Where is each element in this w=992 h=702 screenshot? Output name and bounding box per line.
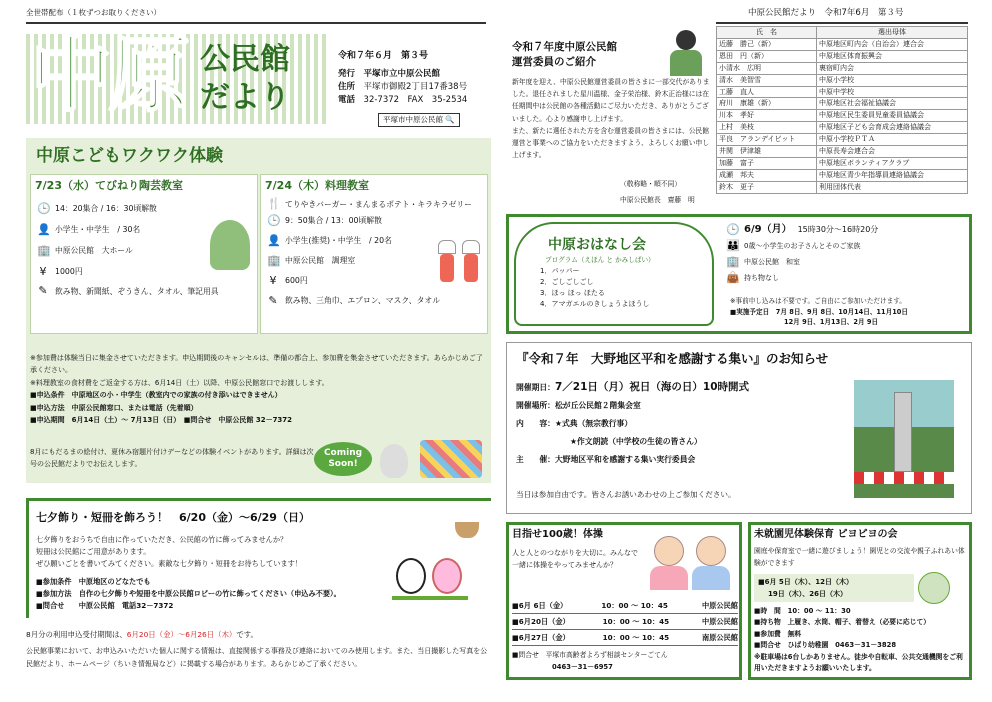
publisher-block: 発行 平塚市立中原公民館 住所 平塚市御殿2丁目17番38号 電話 32-7372 FAX 35-2534 bbox=[338, 69, 468, 105]
clock-icon: 🕒 bbox=[267, 214, 281, 227]
pottery-target: 小学生・中学生 / 30名 bbox=[55, 225, 141, 234]
cooking-title: 7/24（木）料理教室 bbox=[265, 179, 369, 192]
bag-icon: 👜 bbox=[726, 271, 740, 284]
members-table: 氏 名 選出母体 近藤 勝己（新） 中原地区町内会（自治会）連合会 恩田 円（新） 中原地区体育振興会 小清水 広明 裏宿町内会 清水 美智雪 中原小学校 工藤 直人 中原中学校 府川 康雄（新） 中原地区社会福祉協議会 川本 孝好 中原地区民生委員児童委員協議会 上村 美枝 中原地区子ども会育成会連絡協議会 平良 アランデイビット 中原小学校ＰＴＡ 井関 伊津雄 中原長寿会連合会 加藤 富子 中原地区ボランティアクラブ 成瀬 邦夫 中原地区青少年指導員連絡協議会 鈴木 更子 利用団体代表 bbox=[716, 26, 968, 194]
kids-title: 中原こどもワクワク体験 bbox=[36, 146, 223, 166]
piyo-dates: ■6月 5日（木）、12日（木） 19日（木）、26日（木） bbox=[754, 574, 914, 602]
pottery-items: 飲み物、新聞紙、ぞうきん、タオル、筆記用具 bbox=[55, 287, 219, 296]
yen-icon: ¥ bbox=[269, 274, 277, 287]
cooking-place: 中原公民館 調理室 bbox=[285, 256, 356, 265]
pencil-icon: ✎ bbox=[38, 284, 48, 297]
ohanashi-title: 中原おはなし会 bbox=[548, 237, 646, 253]
tanabata-title: 七夕飾り・短冊を飾ろう！ 6/20（金）～6/29（日） bbox=[36, 511, 310, 524]
chick-illustration bbox=[918, 572, 950, 604]
ohanashi-info: 🕒 6/9（月） 15時30分～16時20分 👪 0歳～小学生のお子さんとそのご家族 🏢 中原公民館 和室 👜 持ち物なし bbox=[726, 223, 879, 284]
peace-details: 開催期日：7／21日（月）祝日（海の日）10時開式 開催場所：松が丘公民館２階集会室 内 容：★式典（無宗教行事） ★作文朗読（中学校の生徒の皆さん） 主 催：大野地区平和を感謝する集い実行委員会 bbox=[516, 381, 750, 464]
building-icon: 🏢 bbox=[726, 255, 740, 268]
pencil-icon: ✎ bbox=[268, 294, 278, 307]
peace-footer: 当日は参加自由です。皆さんお誘いあわせの上ご参加ください。 bbox=[516, 490, 736, 499]
pottery-title: 7/23（水）てびねり陶芸教室 bbox=[35, 179, 183, 192]
privacy-notice: 公民館事業において、お申込みいただいた個人に関する情報は、直接関係する事務及び連絡においてのみ使用します。また、当日撮影した写真を公民館だより、ホームページ（ちいき情報局など）に掲載する場合があります。あらかじめご了承ください。 bbox=[26, 647, 488, 668]
masthead-sub1: 公民館 bbox=[200, 42, 290, 77]
exercise-schedule: ■6月 6日（金） 10：00 ～ 10：45 中原公民館 ■6月20日（金） 10：00 ～ 10：45 中原公民館 ■6月27日（金） 10：00 ～ 10：45 南原公民館 bbox=[512, 598, 738, 646]
family-icon: 👪 bbox=[726, 239, 740, 252]
exercise-intro: 人と人とのつながりを大切に。みんなで一緒に体操をやってみませんか？ bbox=[512, 549, 638, 569]
pottery-fee: 1000円 bbox=[55, 267, 83, 276]
utensils-icon: 🍴 bbox=[267, 197, 281, 210]
pottery-place: 中原公民館 大ホール bbox=[55, 246, 133, 255]
person-icon: 👤 bbox=[267, 234, 281, 247]
building-icon: 🏢 bbox=[267, 254, 281, 267]
chef-illustration bbox=[438, 240, 482, 284]
person-icon: 👤 bbox=[37, 222, 51, 236]
cooking-time: 9：50集合 / 13：00頃解散 bbox=[285, 216, 382, 225]
kids-notes: ※参加費は体験当日に集金させていただきます。申込期間後のキャンセルは、準備の都合上、参加費を集金させていただきます。あらかじめご了承ください。 ※料理教室の食材費をご返金する方は、6月14日（土）以降、中原公民館窓口でお渡しします。 ■申込条件 中原地区の小・中学生（教室内での家族の付き添いはできません） ■申込方法 中原公民館窓口、または電話（先着順） ■申込期間 6月14日（土）～ 7月13日（日） ■問合せ 中原公民館 32－7372 bbox=[30, 354, 483, 425]
ohanashi-notes: ※事前申し込みは不要です。ご自由にご参加いただけます。 ■実施予定日 7月 8日、9月 8日、10月14日、11月10日 12月 9日、1月13日、2月 9日 bbox=[730, 297, 908, 326]
piyo-intro: 園庭や保育室で一緒に遊びましょう！園児との交流や親子ふれあい体験ができます bbox=[754, 547, 965, 567]
panda-illustration bbox=[392, 540, 472, 610]
yen-icon: ¥ bbox=[39, 264, 47, 278]
building-icon: 🏢 bbox=[37, 243, 51, 257]
pottery-time: 14：20集合 / 16：30頃解散 bbox=[55, 204, 157, 213]
director-illustration bbox=[666, 30, 708, 78]
ohanashi-program: 1．パッパー 2．ごしごしごし 3．ほっ ほっ ほたる 4．アマガエルのきしょうよほうし bbox=[540, 267, 650, 308]
cooking-target: 小学生(推奨)・中学生 / 20名 bbox=[285, 236, 392, 245]
cooking-menu: てりやきバーガー・まんまるポテト・キラキラゼリー bbox=[285, 200, 472, 209]
search-box[interactable]: 平塚市中原公民館 🔍 bbox=[378, 113, 460, 127]
daruma-illustration bbox=[380, 444, 408, 478]
masthead-title: 中原 bbox=[30, 28, 187, 123]
exercise-contact: ■問合せ 平塚市高齢者よろず相談センターごてん 0463－31－6957 bbox=[512, 651, 668, 671]
clock-icon: 🕒 bbox=[726, 223, 740, 236]
exercise-title: 目指せ100歳！体操 bbox=[512, 529, 603, 540]
bamboo-illustration bbox=[455, 508, 479, 538]
august-notice: 8月分の利用申込受付期間は、6月20日（金）～6月26日（木）です。 bbox=[26, 630, 258, 639]
piyo-details: ■時 間 10：00 ～ 11：30 ■持ち物 上履き、水筒、帽子、着替え（必要に応じて） ■参加費 無料 ■問合せ ひばり幼稚園 0463－31－3828 ※駐車場は6台しかありません。徒歩や自転車、公共交通機関をご利用いただきますようお願いいたします。 bbox=[754, 607, 963, 673]
clock-icon: 🕒 bbox=[37, 201, 51, 215]
monument-photo bbox=[854, 380, 954, 498]
committee-sign: 中原公民館長 齋藤 明 bbox=[620, 196, 695, 204]
notebook-illustration bbox=[420, 440, 482, 478]
distribution-note: 全世帯配布（１枚ずつお取りください） bbox=[26, 8, 161, 17]
cooking-fee: 600円 bbox=[285, 276, 308, 285]
tanabata-body: 七夕飾りをおうちで自由に作っていただき、公民館の竹に飾ってみませんか？ 短冊は公民館にご用意があります。 ぜひ願いごとを書いてみてください。素敵な七夕飾り・短冊をお待ちしています！ ■参加条件 中原地区のどなたでも ■参加方法 自作の七夕飾りや短冊を中原公民館ロビーの竹に飾ってください（申込み不要）。 ■問合せ 中原公民館 電話32－7372 bbox=[36, 535, 341, 610]
potter-illustration bbox=[210, 220, 250, 270]
right-header: 中原公民館だより 令和7年6月 第３号 bbox=[748, 8, 904, 18]
issue-date: 令和７年６月 第３号 bbox=[338, 51, 429, 61]
ohanashi-sub: プログラム（えほん と かみしばい） bbox=[545, 256, 655, 264]
search-icon: 🔍 bbox=[445, 115, 455, 124]
peace-title: 『令和７年 大野地区平和を感謝する集い』のお知らせ bbox=[516, 351, 829, 366]
committee-body: 新年度を迎え、中原公民館運営委員の皆さまに一部交代がありました。退任されました星川温様、金子栄治様、鈴木正治様には在任期間中は公民館の各種活動にご尽力いただき、ありがとうございました。心より感謝申し上げます。 また、新たに選任された方を含む運営委員の皆さまには、公民館運営と事業へのご協力をいただきますよう、よろしくお願い申し上げます。 bbox=[512, 78, 710, 160]
coming-soon-text: 8月にもだるまの絵付け、夏休み宿題片付けデーなどの体験イベントがあります。詳細は次号の公民館だよりでお伝えします。 bbox=[30, 448, 314, 468]
cooking-items: 飲み物、三角巾、エプロン、マスク、タオル bbox=[285, 296, 440, 305]
coming-soon-badge: Coming Soon! bbox=[314, 442, 372, 476]
committee-note: （敬称略・順不同） bbox=[620, 180, 682, 188]
masthead-sub2: だより bbox=[200, 80, 290, 115]
piyo-title: 未就園児体験保育 ピヨピヨの会 bbox=[754, 529, 898, 540]
committee-title: 令和７年度中原公民館 運営委員のご紹介 bbox=[512, 41, 617, 68]
seniors-illustration bbox=[650, 530, 734, 592]
